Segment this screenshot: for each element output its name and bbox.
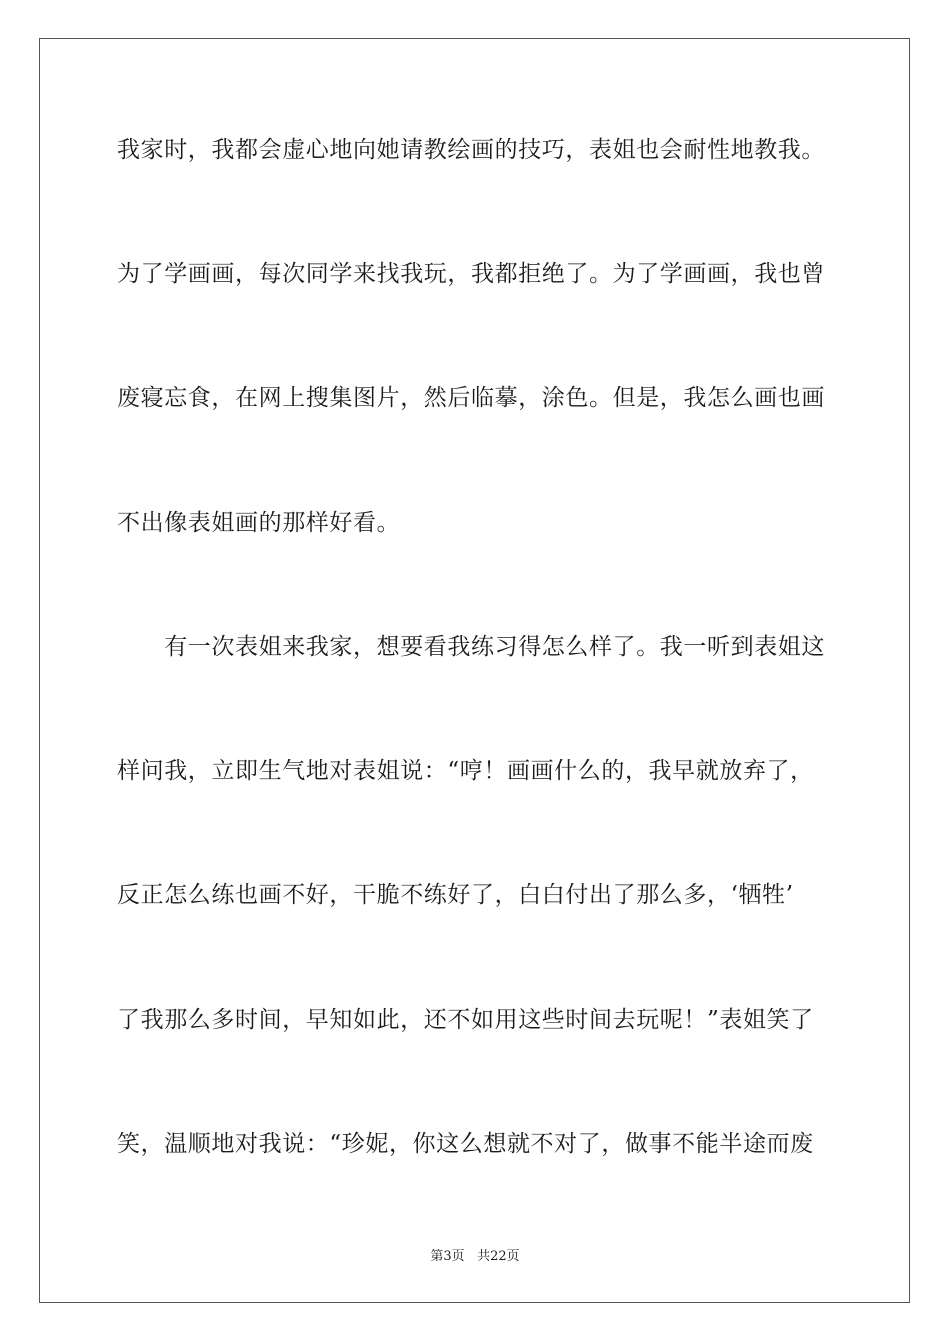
page-border — [39, 38, 910, 1303]
text-line: 反正怎么练也画不好，干脆不练好了，白白付出了那么多，‘牺牲’ — [117, 882, 794, 908]
text-line: 我家时，我都会虚心地向她请教绘画的技巧，表姐也会耐性地教我。 — [117, 137, 825, 163]
page-footer — [0, 1248, 950, 1266]
text-line: 废寝忘食，在网上搜集图片，然后临摹，涂色。但是，我怎么画也画 — [117, 385, 825, 411]
paragraph-start-line: 有一次表姐来我家，想要看我练习得怎么样了。我一听到表姐这 — [117, 634, 825, 660]
page-total: 共22页 — [477, 1249, 520, 1264]
text-line: 不出像表姐画的那样好看。 — [117, 510, 401, 536]
page-number: 第3页 — [430, 1249, 465, 1264]
text-line: 笑，温顺地对我说：“珍妮，你这么想就不对了，做事不能半途而废 — [117, 1131, 814, 1157]
text-line: 样问我，立即生气地对表姐说：“哼！画画什么的，我早就放弃了， — [117, 758, 814, 784]
text-line: 了我那么多时间，早知如此，还不如用这些时间去玩呢！”表姐笑了 — [117, 1007, 814, 1033]
text-line: 为了学画画，每次同学来找我玩，我都拒绝了。为了学画画，我也曾 — [117, 261, 825, 287]
